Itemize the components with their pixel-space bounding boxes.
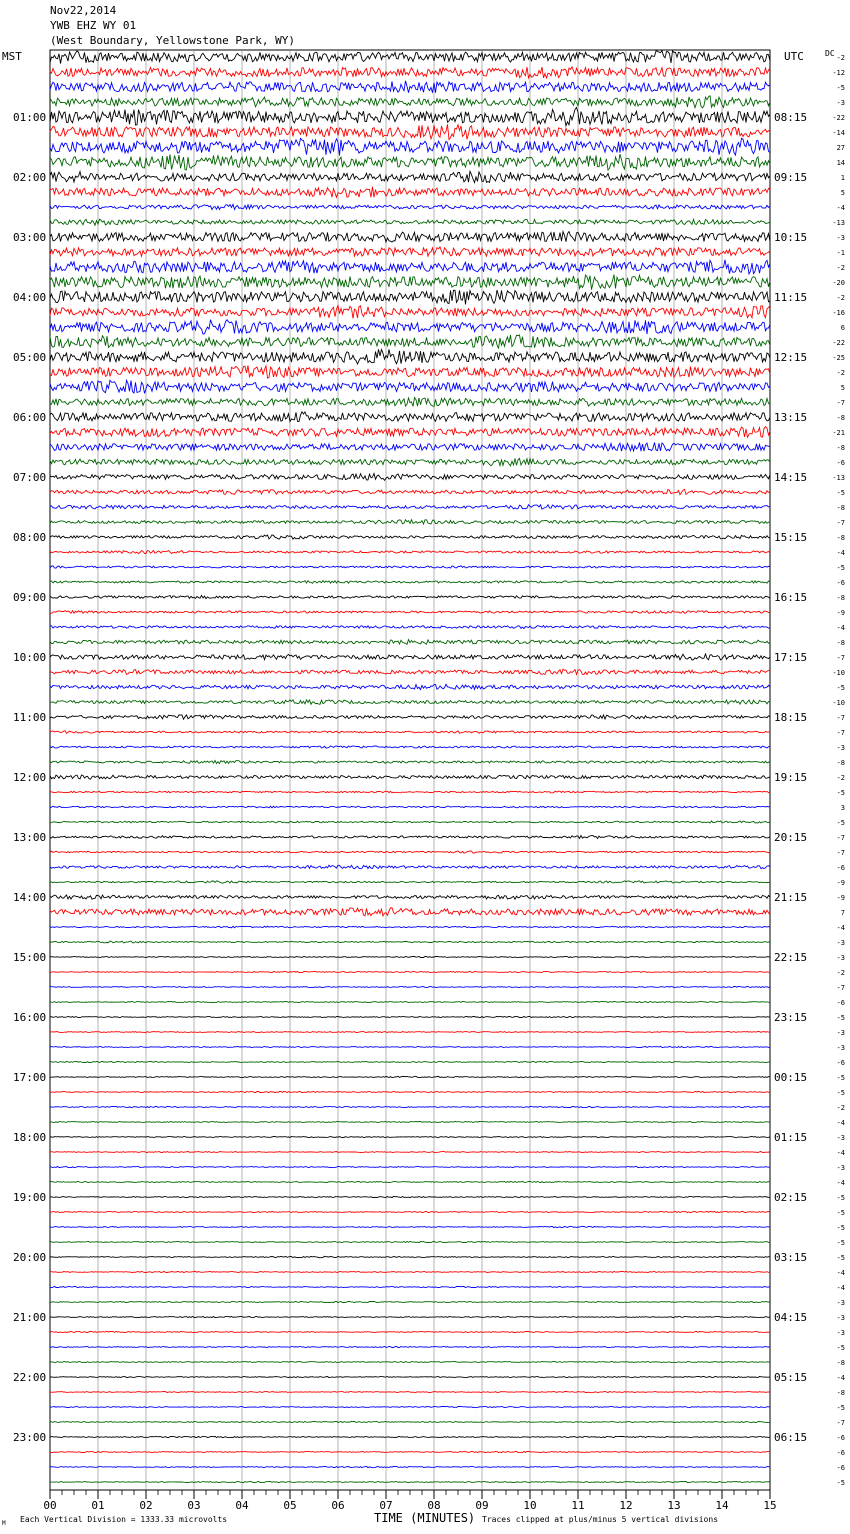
trace-25 <box>50 412 770 422</box>
trace-48 <box>50 761 770 764</box>
mst-time-label: 21:00 <box>13 1311 47 1324</box>
trace-86 <box>50 1331 770 1332</box>
dc-offset-label: -2 <box>836 369 845 377</box>
utc-time-label: 01:15 <box>774 1131 808 1144</box>
dc-offset-label: -5 <box>836 1239 845 1247</box>
trace-71 <box>50 1106 770 1107</box>
trace-14 <box>50 247 770 257</box>
trace-91 <box>50 1406 770 1407</box>
trace-69 <box>50 1076 770 1077</box>
trace-83 <box>50 1286 770 1287</box>
dc-offset-label: -9 <box>836 894 845 902</box>
dc-offset-label: -2 <box>836 1104 845 1112</box>
trace-10 <box>50 187 770 198</box>
utc-time-label: 10:15 <box>774 231 808 244</box>
dc-offset-label: -2 <box>836 54 845 62</box>
dc-offset-label: -7 <box>836 654 845 662</box>
utc-time-label: 04:15 <box>774 1311 808 1324</box>
dc-offset-label: -8 <box>836 594 845 602</box>
trace-68 <box>50 1061 770 1062</box>
dc-offset-label: -9 <box>836 879 845 887</box>
dc-offset-label: -5 <box>836 489 845 497</box>
trace-70 <box>50 1091 770 1092</box>
dc-offset-label: -7 <box>836 519 845 527</box>
trace-78 <box>50 1211 770 1212</box>
dc-offset-label: -5 <box>836 789 845 797</box>
dc-offset-label: 5 <box>840 384 845 392</box>
utc-time-label: 11:15 <box>774 291 808 304</box>
utc-time-label: 22:15 <box>774 951 808 964</box>
dc-offset-label: -3 <box>836 99 845 107</box>
utc-zone-label: UTC <box>784 50 804 63</box>
trace-53 <box>50 836 770 839</box>
trace-58 <box>50 908 770 916</box>
mst-time-label: 03:00 <box>13 231 47 244</box>
dc-offset-label: -6 <box>836 1464 845 1472</box>
mst-time-label: 11:00 <box>13 711 47 724</box>
utc-time-label: 15:15 <box>774 531 808 544</box>
trace-74 <box>50 1151 770 1152</box>
utc-time-label: 02:15 <box>774 1191 808 1204</box>
trace-65 <box>50 1016 770 1017</box>
dc-offset-label: 6 <box>840 324 845 332</box>
dc-offset-label: -22 <box>832 339 845 347</box>
dc-offset-label: -4 <box>836 1149 845 1157</box>
dc-offset-label: -13 <box>832 474 845 482</box>
trace-9 <box>50 171 770 182</box>
x-tick-label: 09 <box>475 1499 489 1512</box>
trace-40 <box>50 640 770 645</box>
trace-55 <box>50 865 770 869</box>
utc-time-label: 09:15 <box>774 171 808 184</box>
mst-time-label: 16:00 <box>13 1011 47 1024</box>
trace-54 <box>50 851 770 853</box>
trace-57 <box>50 895 770 899</box>
trace-84 <box>50 1301 770 1302</box>
dc-offset-label: -5 <box>836 1014 845 1022</box>
dc-offset-label: -6 <box>836 1434 845 1442</box>
trace-80 <box>50 1241 770 1242</box>
x-tick-label: 06 <box>331 1499 345 1512</box>
utc-time-label: 08:15 <box>774 111 808 124</box>
trace-8 <box>50 154 770 170</box>
dc-offset-label: 7 <box>840 909 845 917</box>
x-tick-label: 08 <box>427 1499 441 1512</box>
trace-12 <box>50 219 770 225</box>
mst-time-label: 12:00 <box>13 771 47 784</box>
dc-offset-label: -3 <box>836 954 845 962</box>
utc-time-label: 13:15 <box>774 411 808 424</box>
dc-offset-label: 27 <box>836 144 845 152</box>
dc-offset-label: -4 <box>836 624 845 632</box>
mst-time-label: 02:00 <box>13 171 47 184</box>
x-tick-label: 15 <box>763 1499 777 1512</box>
mst-time-label: 23:00 <box>13 1431 47 1444</box>
dc-offset-label: -5 <box>836 1404 845 1412</box>
dc-offset-label: -3 <box>836 234 845 242</box>
trace-62 <box>50 971 770 972</box>
dc-offset-label: -4 <box>836 1269 845 1277</box>
trace-67 <box>50 1046 770 1047</box>
trace-73 <box>50 1137 770 1138</box>
dc-offset-label: 14 <box>836 159 845 167</box>
dc-offset-label: -8 <box>836 444 845 452</box>
dc-offset-label: -14 <box>832 129 845 137</box>
trace-33 <box>50 535 770 539</box>
trace-77 <box>50 1196 770 1197</box>
trace-30 <box>50 489 770 494</box>
dc-offset-label: -4 <box>836 1119 845 1127</box>
trace-93 <box>50 1436 770 1437</box>
dc-offset-label: -7 <box>836 399 845 407</box>
trace-85 <box>50 1316 770 1317</box>
dc-offset-label: -3 <box>836 1299 845 1307</box>
corner-mark: M <box>2 1520 6 1527</box>
dc-offset-label: -7 <box>836 834 845 842</box>
dc-offset-label: -6 <box>836 864 845 872</box>
dc-offset-label: -3 <box>836 939 845 947</box>
mst-time-label: 22:00 <box>13 1371 47 1384</box>
trace-75 <box>50 1166 770 1167</box>
trace-49 <box>50 775 770 779</box>
utc-time-label: 21:15 <box>774 891 808 904</box>
dc-offset-label: -5 <box>836 1194 845 1202</box>
dc-offset-label: -3 <box>836 1314 845 1322</box>
date-label: Nov22,2014 <box>50 4 117 17</box>
dc-offset-label: -5 <box>836 1074 845 1082</box>
trace-37 <box>50 595 770 598</box>
dc-offset-label: -8 <box>836 639 845 647</box>
x-tick-label: 02 <box>139 1499 153 1512</box>
x-tick-label: 03 <box>187 1499 201 1512</box>
trace-51 <box>50 806 770 808</box>
x-tick-label: 14 <box>715 1499 729 1512</box>
trace-13 <box>50 232 770 243</box>
scale-note: Each Vertical Division = 1333.33 microvolts <box>20 1515 228 1524</box>
dc-offset-label: -5 <box>836 684 845 692</box>
dc-offset-label: -3 <box>836 1029 845 1037</box>
dc-offset-label: -6 <box>836 999 845 1007</box>
dc-offset-label: -1 <box>836 249 845 257</box>
trace-66 <box>50 1032 770 1033</box>
dc-offset-label: -6 <box>836 459 845 467</box>
trace-47 <box>50 746 770 748</box>
dc-offset-label: -4 <box>836 1179 845 1187</box>
trace-43 <box>50 684 770 689</box>
trace-81 <box>50 1256 770 1257</box>
x-axis-title: TIME (MINUTES) <box>374 1511 476 1525</box>
dc-offset-label: -13 <box>832 219 845 227</box>
trace-90 <box>50 1392 770 1393</box>
trace-36 <box>50 581 770 584</box>
dc-offset-label: -2 <box>836 774 845 782</box>
x-tick-label: 00 <box>43 1499 57 1512</box>
dc-offset-label: -10 <box>832 699 845 707</box>
trace-5 <box>50 108 770 126</box>
trace-19 <box>50 320 770 334</box>
trace-6 <box>50 124 770 139</box>
dc-offset-label: -10 <box>832 669 845 677</box>
trace-44 <box>50 700 770 705</box>
utc-time-label: 14:15 <box>774 471 808 484</box>
trace-27 <box>50 443 770 452</box>
trace-28 <box>50 458 770 465</box>
mst-time-label: 08:00 <box>13 531 47 544</box>
dc-offset-label: -3 <box>836 1134 845 1142</box>
trace-82 <box>50 1271 770 1272</box>
x-tick-label: 07 <box>379 1499 393 1512</box>
x-tick-label: 05 <box>283 1499 297 1512</box>
dc-offset-label: -2 <box>836 969 845 977</box>
trace-87 <box>50 1347 770 1348</box>
dc-offset-label: -8 <box>836 414 845 422</box>
dc-offset-label: -22 <box>832 114 845 122</box>
dc-offset-label: -8 <box>836 1389 845 1397</box>
dc-offset-label: -6 <box>836 1449 845 1457</box>
mst-time-label: 17:00 <box>13 1071 47 1084</box>
mst-time-label: 18:00 <box>13 1131 47 1144</box>
dc-offset-label: -2 <box>836 294 845 302</box>
dc-offset-label: -8 <box>836 1359 845 1367</box>
trace-63 <box>50 986 770 987</box>
dc-offset-label: -4 <box>836 1284 845 1292</box>
trace-61 <box>50 957 770 958</box>
trace-3 <box>50 81 770 93</box>
dc-offset-label: -7 <box>836 984 845 992</box>
dc-offset-label: -25 <box>832 354 845 362</box>
dc-offset-label: -4 <box>836 204 845 212</box>
utc-time-label: 23:15 <box>774 1011 808 1024</box>
dc-offset-label: -5 <box>836 564 845 572</box>
trace-39 <box>50 626 770 629</box>
utc-time-label: 18:15 <box>774 711 808 724</box>
dc-offset-label: -6 <box>836 579 845 587</box>
utc-time-label: 05:15 <box>774 1371 808 1384</box>
dc-offset-label: -20 <box>832 279 845 287</box>
trace-20 <box>50 335 770 349</box>
dc-offset-label: -5 <box>836 1254 845 1262</box>
mst-time-label: 09:00 <box>13 591 47 604</box>
dc-offset-label: -16 <box>832 309 845 317</box>
dc-offset-label: 1 <box>840 174 845 182</box>
mst-time-label: 19:00 <box>13 1191 47 1204</box>
trace-92 <box>50 1421 770 1422</box>
trace-26 <box>50 427 770 438</box>
trace-1 <box>50 51 770 64</box>
dc-offset-label: -21 <box>832 429 845 437</box>
mst-time-label: 06:00 <box>13 411 47 424</box>
trace-17 <box>50 290 770 304</box>
utc-time-label: 16:15 <box>774 591 808 604</box>
x-tick-label: 12 <box>619 1499 633 1512</box>
trace-23 <box>50 380 770 393</box>
trace-41 <box>50 654 770 660</box>
trace-24 <box>50 398 770 407</box>
dc-offset-label: -2 <box>836 264 845 272</box>
trace-96 <box>50 1481 770 1482</box>
trace-2 <box>50 67 770 78</box>
dc-offset-label: -5 <box>836 1089 845 1097</box>
trace-32 <box>50 520 770 524</box>
dc-offset-label: -3 <box>836 1329 845 1337</box>
mst-time-label: 04:00 <box>13 291 47 304</box>
utc-time-label: 20:15 <box>774 831 808 844</box>
trace-72 <box>50 1121 770 1122</box>
dc-offset-label: -4 <box>836 924 845 932</box>
dc-offset-label: -5 <box>836 1479 845 1487</box>
utc-time-label: 03:15 <box>774 1251 808 1264</box>
dc-offset-label: -8 <box>836 759 845 767</box>
trace-89 <box>50 1376 770 1377</box>
utc-time-label: 12:15 <box>774 351 808 364</box>
trace-21 <box>50 349 770 364</box>
utc-time-label: 19:15 <box>774 771 808 784</box>
x-tick-label: 01 <box>91 1499 105 1512</box>
dc-offset-label: -7 <box>836 849 845 857</box>
trace-64 <box>50 1001 770 1002</box>
mst-time-label: 13:00 <box>13 831 47 844</box>
trace-56 <box>50 881 770 883</box>
trace-11 <box>50 204 770 209</box>
dc-offset-label: -5 <box>836 84 845 92</box>
dc-offset-label: -8 <box>836 534 845 542</box>
trace-22 <box>50 366 770 379</box>
dc-offset-label: 5 <box>840 189 845 197</box>
trace-95 <box>50 1466 770 1467</box>
trace-35 <box>50 566 770 568</box>
x-tick-label: 11 <box>571 1499 585 1512</box>
dc-offset-label: -6 <box>836 1059 845 1067</box>
trace-60 <box>50 941 770 943</box>
trace-76 <box>50 1181 770 1182</box>
trace-4 <box>50 96 770 108</box>
dc-offset-label: -8 <box>836 504 845 512</box>
dc-offset-label: -3 <box>836 1044 845 1052</box>
dc-offset-label: -9 <box>836 609 845 617</box>
dc-offset-label: -5 <box>836 1344 845 1352</box>
dc-offset-label: -7 <box>836 1419 845 1427</box>
mst-time-label: 05:00 <box>13 351 47 364</box>
trace-38 <box>50 611 770 614</box>
dc-offset-label: 3 <box>840 804 845 812</box>
x-tick-label: 13 <box>667 1499 681 1512</box>
dc-offset-label: -7 <box>836 729 845 737</box>
trace-42 <box>50 669 770 674</box>
dc-offset-label: -4 <box>836 549 845 557</box>
trace-94 <box>50 1451 770 1452</box>
trace-79 <box>50 1226 770 1227</box>
trace-46 <box>50 731 770 734</box>
utc-time-label: 00:15 <box>774 1071 808 1084</box>
trace-52 <box>50 821 770 823</box>
dc-offset-label: -5 <box>836 1224 845 1232</box>
station-label: YWB EHZ WY 01 <box>50 19 137 32</box>
trace-18 <box>50 306 770 319</box>
trace-88 <box>50 1362 770 1363</box>
trace-16 <box>50 275 770 290</box>
dc-offset-label: -3 <box>836 744 845 752</box>
trace-7 <box>50 138 770 155</box>
trace-59 <box>50 926 770 928</box>
dc-offset-label: -5 <box>836 1209 845 1217</box>
x-tick-label: 10 <box>523 1499 537 1512</box>
mst-time-label: 14:00 <box>13 891 47 904</box>
trace-45 <box>50 715 770 719</box>
mst-time-label: 07:00 <box>13 471 47 484</box>
dc-header-label: DC <box>825 49 835 58</box>
utc-time-label: 06:15 <box>774 1431 808 1444</box>
dc-offset-label: -5 <box>836 819 845 827</box>
dc-offset-label: -7 <box>836 714 845 722</box>
clip-note: Traces clipped at plus/minus 5 vertical divisions <box>482 1515 719 1524</box>
dc-offset-label: -12 <box>832 69 845 77</box>
location-label: (West Boundary, Yellowstone Park, WY) <box>50 34 296 47</box>
mst-zone-label: MST <box>2 50 22 63</box>
trace-34 <box>50 550 770 553</box>
trace-50 <box>50 791 770 793</box>
mst-time-label: 01:00 <box>13 111 47 124</box>
mst-time-label: 10:00 <box>13 651 47 664</box>
utc-time-label: 17:15 <box>774 651 808 664</box>
dc-offset-label: -3 <box>836 1164 845 1172</box>
x-tick-label: 04 <box>235 1499 249 1512</box>
trace-31 <box>50 505 770 509</box>
dc-offset-label: -4 <box>836 1374 845 1382</box>
mst-time-label: 15:00 <box>13 951 47 964</box>
trace-29 <box>50 474 770 481</box>
trace-15 <box>50 260 770 274</box>
mst-time-label: 20:00 <box>13 1251 47 1264</box>
